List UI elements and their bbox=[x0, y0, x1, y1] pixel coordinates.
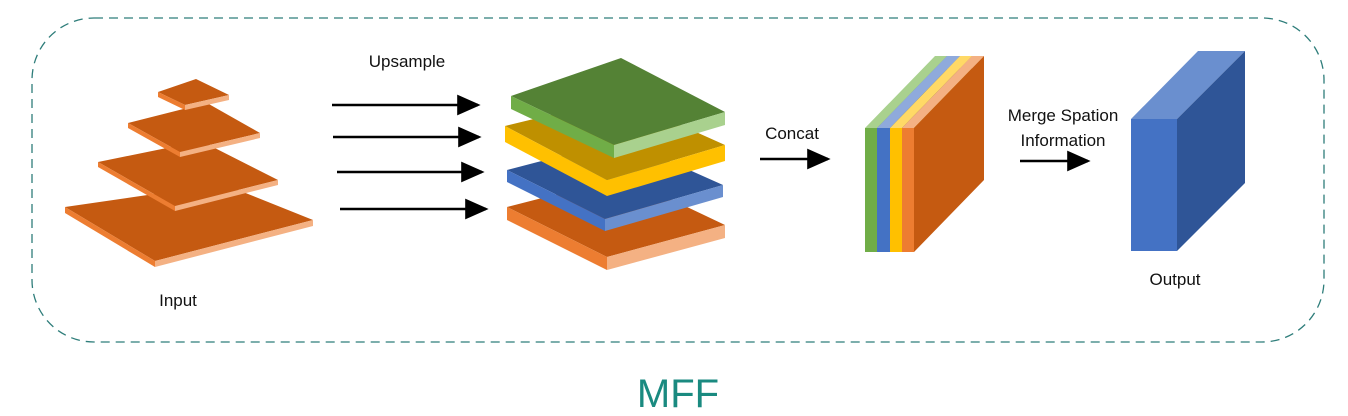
input-label: Input bbox=[159, 291, 197, 310]
upsample-arrows bbox=[332, 105, 486, 209]
merge-label-line1: Merge Spation bbox=[1007, 106, 1119, 125]
output-label: Output bbox=[1149, 270, 1201, 289]
output-cube-front bbox=[1131, 119, 1177, 251]
concat-block bbox=[865, 56, 984, 252]
diagram-title: MFF bbox=[636, 372, 720, 416]
concat-label: Concat bbox=[765, 124, 819, 143]
upsampled-layers bbox=[505, 58, 725, 270]
pyramid-level-1 bbox=[158, 79, 229, 110]
input-pyramid bbox=[65, 79, 313, 267]
output-cube bbox=[1131, 51, 1245, 251]
pyramid-level-2 bbox=[128, 103, 260, 157]
upsample-label: Upsample bbox=[368, 52, 446, 71]
merge-label-line2: Information bbox=[1020, 131, 1106, 150]
